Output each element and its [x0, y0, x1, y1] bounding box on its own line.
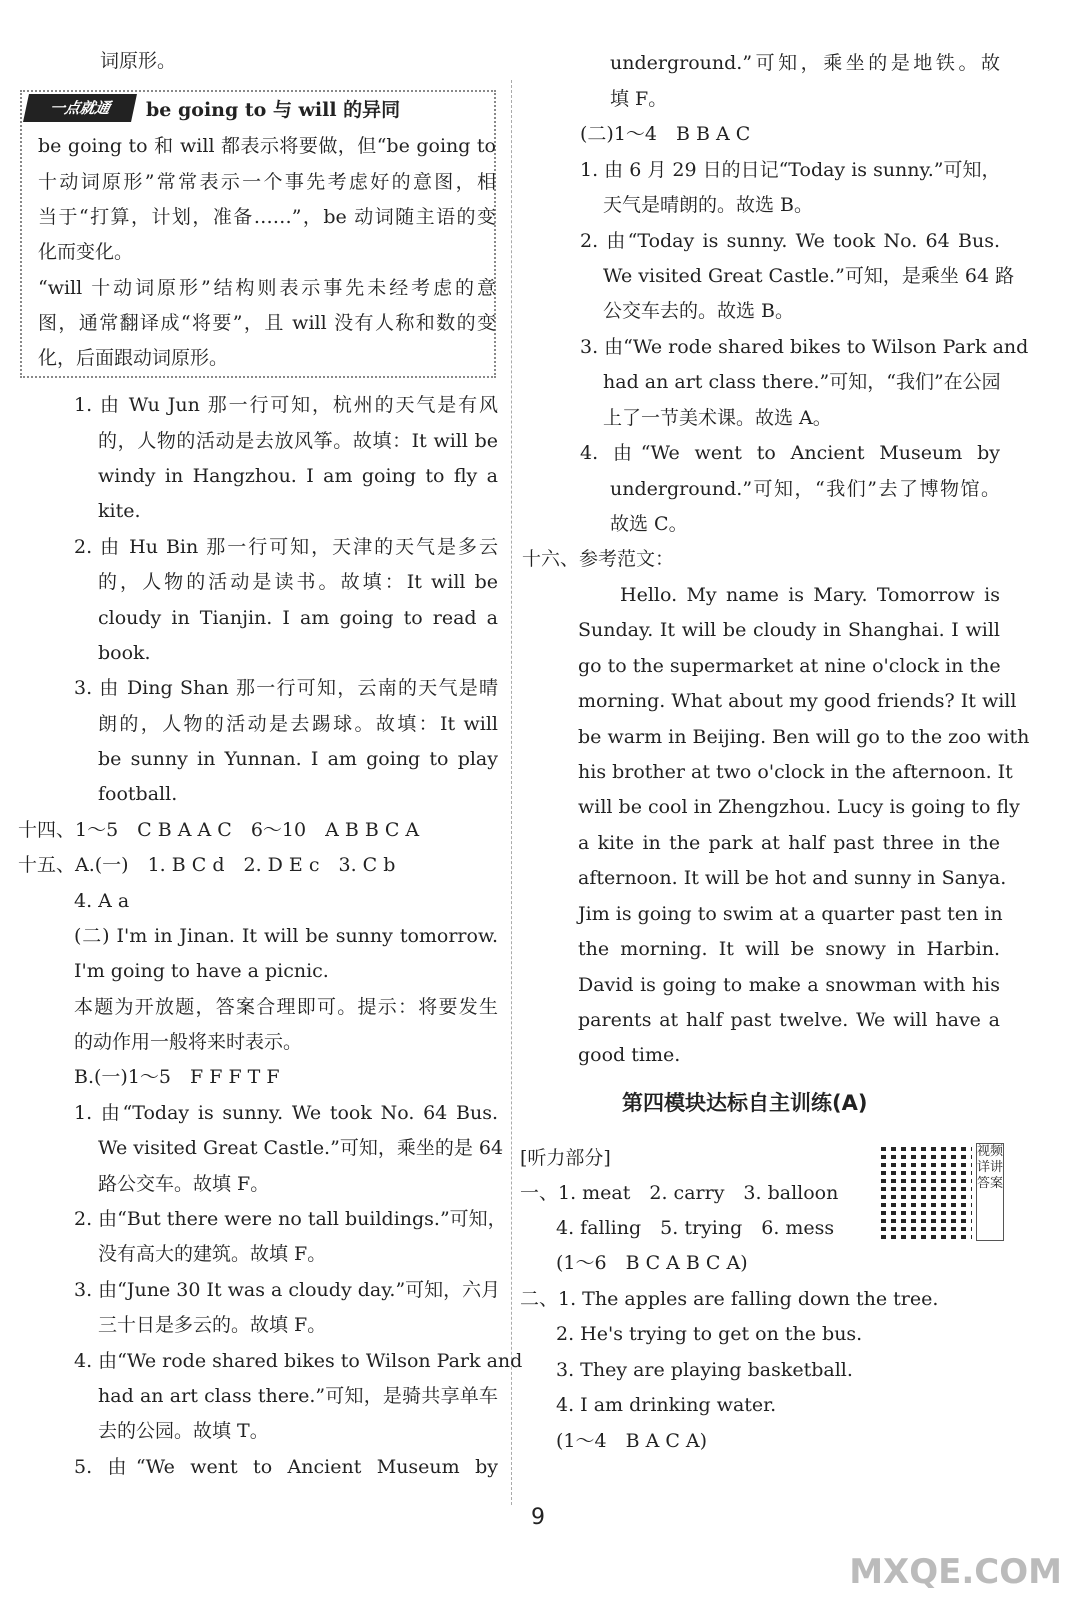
- text-line: 词原形。: [100, 50, 177, 72]
- text-line: (二)1～4 B B A C: [580, 123, 751, 145]
- text-line: David is going to make a snowman with his: [578, 974, 1000, 996]
- tip-title: be going to 与 will 的异同: [146, 99, 401, 121]
- text-line: 本题为开放题，答案合理即可。提示：将要发生: [74, 996, 498, 1018]
- text-line: 公交车去的。故选 B。: [603, 300, 795, 322]
- text-line: windy in Hangzhou. I am going to fly a: [98, 465, 498, 487]
- text-line: 的动作用一般将来时表示。: [74, 1031, 303, 1053]
- text-line: 1. 由 6 月 29 日的日记“Today is sunny.”可知，: [580, 159, 1001, 181]
- text-line: 2. 由“Today is sunny. We took No. 64 Bus.: [580, 230, 1000, 252]
- qr-code-icon[interactable]: [876, 1143, 972, 1239]
- text-line: 4. A a: [74, 890, 130, 912]
- text-line: 三十日是多云的。故填 F。: [98, 1314, 327, 1336]
- text-line: a kite in the park at half past three in the: [578, 832, 1000, 854]
- text-line: book.: [98, 642, 151, 664]
- text-line: 天气是晴朗的。故选 B。: [603, 194, 814, 216]
- text-line: 十四、1～5 C B A A C 6～10 A B B C A: [18, 819, 420, 841]
- text-line: 朗的，人物的活动是去踢球。故填：It will: [98, 713, 498, 735]
- text-line: 十六、参考范文：: [522, 548, 675, 570]
- text-line: I'm going to have a picnic.: [74, 960, 329, 982]
- text-line: We visited Great Castle.”可知，是乘坐 64 路: [603, 265, 1015, 287]
- text-line: kite.: [98, 500, 141, 522]
- text-line: 2. 由“But there were no tall buildings.”可知，: [74, 1208, 507, 1230]
- page-number: 9: [531, 1505, 545, 1530]
- text-line: be sunny in Yunnan. I am going to play: [98, 748, 498, 770]
- text-line: parents at half past twelve. We will have a: [578, 1009, 1000, 1031]
- text-line: Sunday. It will be cloudy in Shanghai. I will: [578, 619, 1000, 641]
- text-line: morning. What about my good friends? It will: [578, 690, 1017, 712]
- text-line: 3. 由“June 30 It was a cloudy day.”可知，六月: [74, 1279, 501, 1301]
- text-line: football.: [98, 783, 178, 805]
- text-line: underground.”可知，乘坐的是地铁。故: [610, 52, 1000, 74]
- text-line: 的，人物的活动是去放风筝。故填：It will be: [98, 430, 498, 452]
- text-line: 填 F。: [610, 88, 668, 110]
- text-line: 故选 C。: [610, 513, 688, 535]
- text-line: 4. 由“We rode shared bikes to Wilson Park and: [74, 1350, 523, 1372]
- text-line: (1～6 B C A B C A): [556, 1252, 748, 1274]
- text-line: go to the supermarket at nine o'clock in the: [578, 655, 1001, 677]
- text-line: 二、1. The apples are falling down the tree.: [520, 1288, 939, 1310]
- text-line: afternoon. It will be hot and sunny in Sanya.: [578, 867, 1007, 889]
- text-line: good time.: [578, 1044, 681, 1066]
- section-title: 第四模块达标自主训练(A): [622, 1091, 868, 1115]
- text-line: 4. falling 5. trying 6. mess: [556, 1217, 835, 1239]
- text-line: be warm in Beijing. Ben will go to the zoo with: [578, 726, 1030, 748]
- text-line: cloudy in Tianjin. I am going to read a: [98, 607, 498, 629]
- text-line: Hello. My name is Mary. Tomorrow is: [620, 584, 1000, 606]
- text-line: 一、1. meat 2. carry 3. balloon: [520, 1182, 839, 1204]
- text-line: [听力部分]: [520, 1147, 611, 1169]
- text-line: underground.”可知，“我们”去了博物馆。: [610, 478, 1000, 500]
- text-line: 十动词原形”常常表示一个事先考虑好的意图，相: [38, 171, 496, 193]
- text-line: (1～4 B A C A): [556, 1430, 708, 1452]
- text-line: 去的公园。故填 T。: [98, 1420, 269, 1442]
- text-line: (二) I'm in Jinan. It will be sunny tomorrow.: [74, 925, 498, 947]
- text-line: B.(一)1～5 F F F T F: [74, 1066, 280, 1088]
- text-line: his brother at two o'clock in the afternoon. It: [578, 761, 1013, 783]
- text-line: 2. He's trying to get on the bus.: [556, 1323, 863, 1345]
- text-line: 1. 由 Wu Jun 那一行可知，杭州的天气是有风: [74, 394, 498, 416]
- text-line: had an art class there.”可知，“我们”在公园: [603, 371, 1001, 393]
- text-line: 3. 由“We rode shared bikes to Wilson Park and: [580, 336, 1029, 358]
- text-line: 图，通常翻译成“将要”，且 will 没有人称和数的变: [38, 312, 496, 334]
- text-line: 化，后面跟动词原形。: [38, 347, 229, 369]
- text-line: 1. 由“Today is sunny. We took No. 64 Bus.: [74, 1102, 498, 1124]
- watermark: MXQE.COM: [849, 1552, 1062, 1592]
- text-line: be going to 和 will 都表示将要做，但“be going to: [38, 135, 496, 157]
- text-line: 当于“打算，计划，准备……”，be 动词随主语的变: [38, 206, 496, 228]
- text-line: 4. 由“We went to Ancient Museum by: [580, 442, 1000, 464]
- tip-label: 一点就通: [23, 94, 137, 122]
- text-line: 没有高大的建筑。故填 F。: [98, 1243, 327, 1265]
- text-line: “will 十动词原形”结构则表示事先未经考虑的意: [38, 277, 496, 299]
- text-line: 4. I am drinking water.: [556, 1394, 777, 1416]
- text-line: 上了一节美术课。故选 A。: [603, 407, 832, 429]
- text-line: the morning. It will be snowy in Harbin.: [578, 938, 1000, 960]
- text-line: We visited Great Castle.”可知，乘坐的是 64: [98, 1137, 504, 1159]
- text-line: 路公交车。故填 F。: [98, 1173, 270, 1195]
- text-line: 十五、A.(一) 1. B C d 2. D E c 3. C b: [18, 854, 396, 876]
- text-line: 化而变化。: [38, 241, 134, 263]
- text-line: Jim is going to swim at a quarter past ten in: [578, 903, 1003, 925]
- text-line: 3. They are playing basketball.: [556, 1359, 853, 1381]
- text-line: 2. 由 Hu Bin 那一行可知，天津的天气是多云: [74, 536, 498, 558]
- text-line: 5. 由“We went to Ancient Museum by: [74, 1456, 498, 1478]
- column-divider: [511, 80, 512, 1505]
- text-line: 3. 由 Ding Shan 那一行可知，云南的天气是晴: [74, 677, 498, 699]
- text-line: will be cool in Zhengzhou. Lucy is going to fly: [578, 796, 1020, 818]
- text-line: 的，人物的活动是读书。故填：It will be: [98, 571, 498, 593]
- qr-tag: 视频详讲答案: [976, 1143, 1004, 1241]
- text-line: had an art class there.”可知，是骑共享单车: [98, 1385, 498, 1407]
